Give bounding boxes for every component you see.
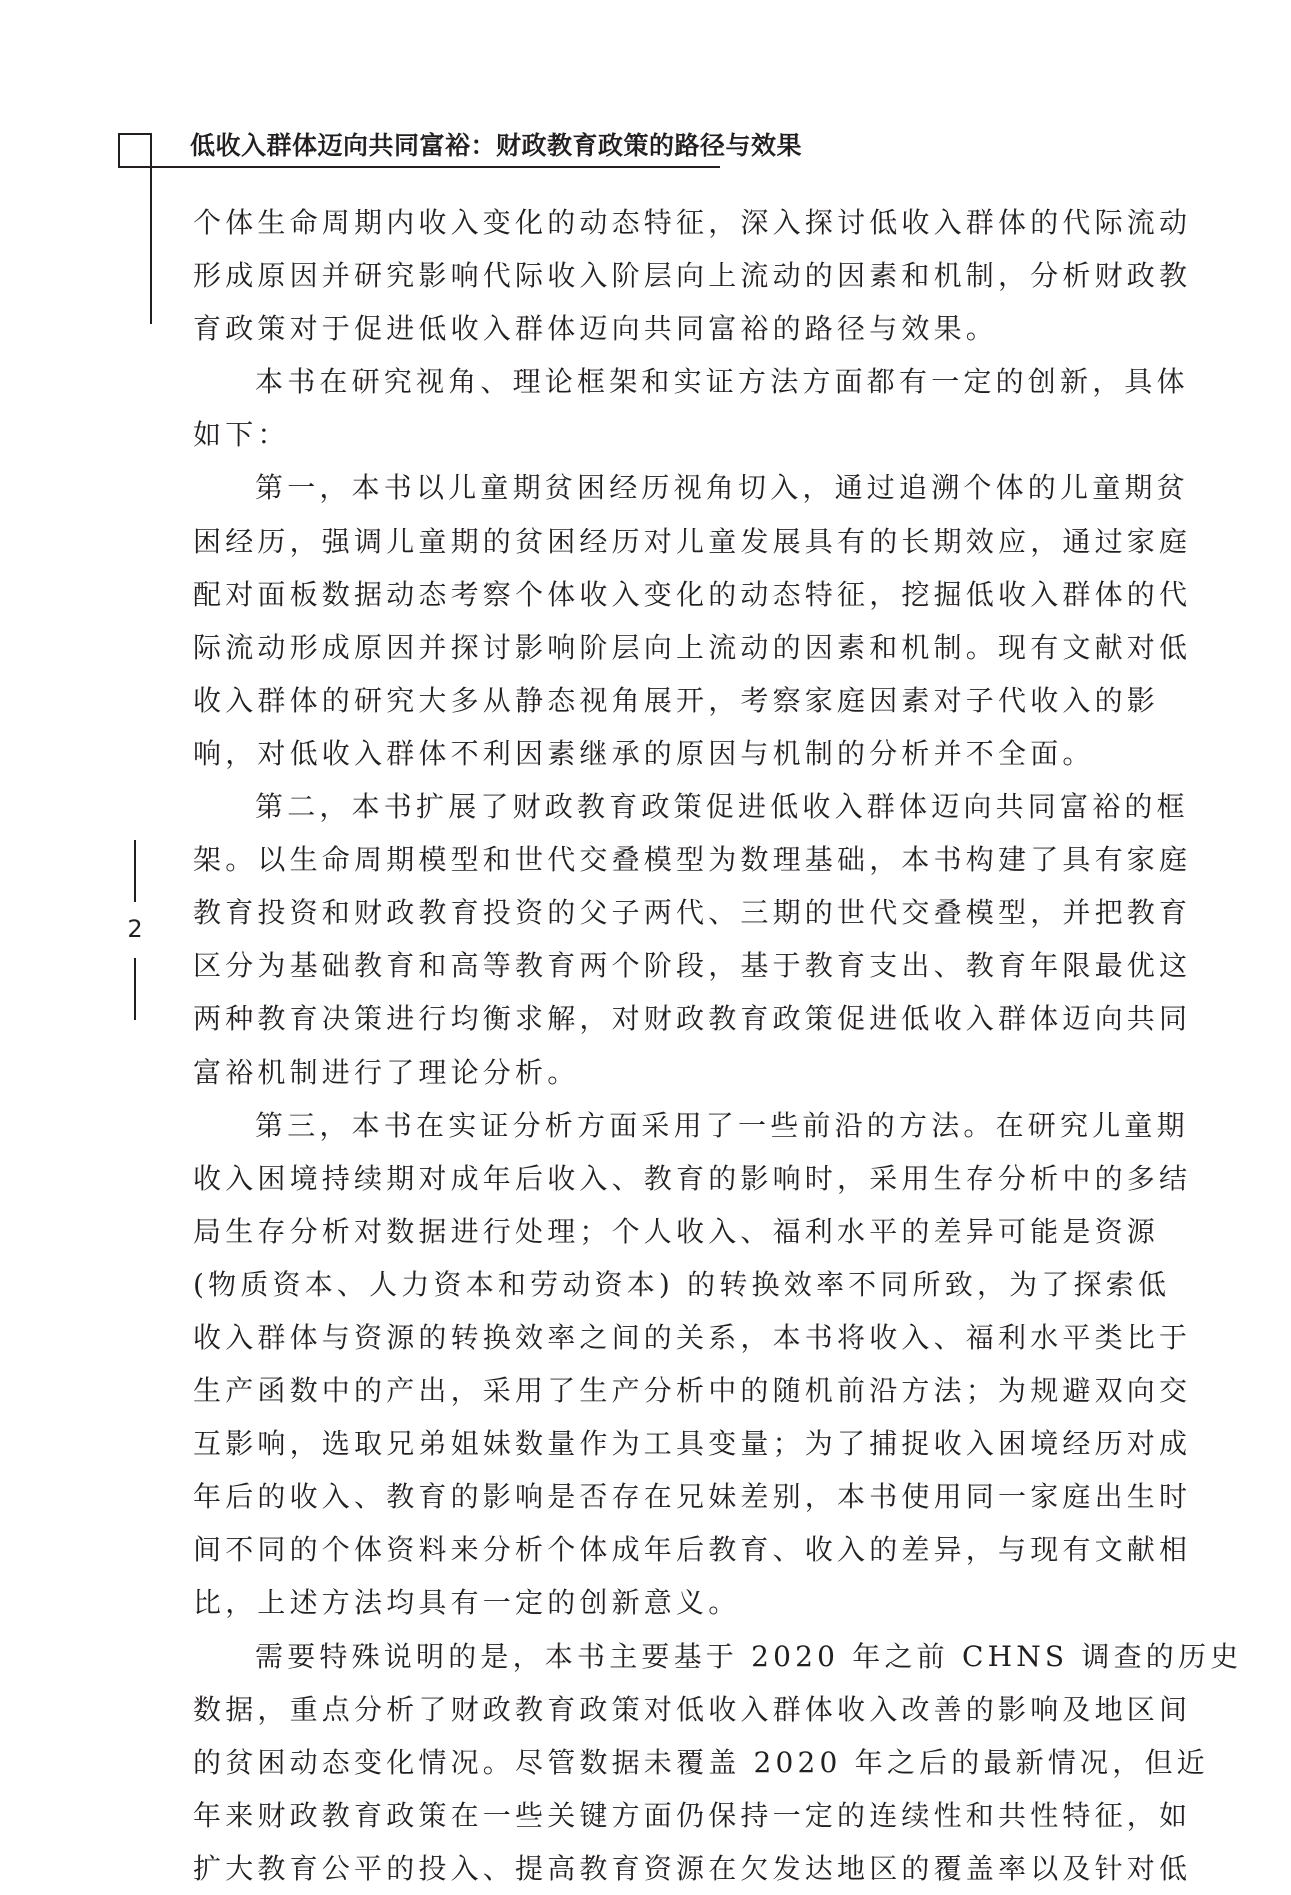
page-number-rule-top [134,840,136,902]
text-line: 第一，本书以儿童期贫困经历视角切入，通过追溯个体的儿童期贫 [255,471,1189,505]
text-line: 扩大教育公平的投入、提高教育资源在欠发达地区的覆盖率以及针对低 [193,1851,1192,1885]
text-line: 收入困境持续期对成年后收入、教育的影响时，采用生存分析中的多结 [193,1161,1192,1195]
text-line: 第二，本书扩展了财政教育政策促进低收入群体迈向共同富裕的框 [255,790,1189,824]
text-line: 本书在研究视角、理论框架和实证方法方面都有一定的创新，具体 [255,365,1189,399]
text-line: 数据，重点分析了财政教育政策对低收入群体收入改善的影响及地区间 [193,1692,1192,1726]
text-line: 育政策对于促进低收入群体迈向共同富裕的路径与效果。 [193,312,999,346]
text-line: 架。以生命周期模型和世代交叠模型为数理基础，本书构建了具有家庭 [193,843,1192,877]
text-line: 年来财政教育政策在一些关键方面仍保持一定的连续性和共性特征，如 [193,1798,1192,1832]
text-line: 形成原因并研究影响代际收入阶层向上流动的因素和机制，分析财政教 [193,259,1192,293]
text-line: 两种教育决策进行均衡求解，对财政教育政策促进低收入群体迈向共同 [193,1002,1192,1036]
text-line: 困经历，强调儿童期的贫困经历对儿童发展具有的长期效应，通过家庭 [193,524,1192,558]
text-line: 间不同的个体资料来分析个体成年后教育、收入的差异，与现有文献相 [193,1533,1192,1567]
text-line: 第三，本书在实证分析方面采用了一些前沿的方法。在研究儿童期 [255,1108,1189,1142]
text-line: 互影响，选取兄弟姐妹数量作为工具变量；为了捕捉收入困境经历对成 [193,1427,1192,1461]
text-line: 收入群体的研究大多从静态视角展开，考察家庭因素对子代收入的影 [193,683,1160,717]
text-line: 教育投资和财政教育投资的父子两代、三期的世代交叠模型，并把教育 [193,896,1192,930]
page-number-rule-bottom [134,958,136,1020]
text-line: 如下： [193,418,290,452]
text-line: 响，对低收入群体不利因素继承的原因与机制的分析并不全面。 [193,736,1095,770]
text-line: 需要特殊说明的是，本书主要基于 2020 年之前 CHNS 调查的历史 [255,1639,1243,1673]
text-line: 的贫困动态变化情况。尽管数据未覆盖 2020 年之后的最新情况，但近 [193,1745,1209,1779]
text-line: 生产函数中的产出，采用了生产分析中的随机前沿方法；为规避双向交 [193,1374,1192,1408]
text-line: 个体生命周期内收入变化的动态特征，深入探讨低收入群体的代际流动 [193,206,1192,239]
text-line: 区分为基础教育和高等教育两个阶段，基于教育支出、教育年限最优这 [193,949,1192,983]
text-line: (物质资本、人力资本和劳动资本) 的转换效率不同所致，为了探索低 [193,1267,1171,1301]
header-rule [118,166,720,168]
running-title: 低收入群体迈向共同富裕：财政教育政策的路径与效果 [190,131,803,160]
header-margin-rule [150,166,152,324]
text-line: 收入群体与资源的转换效率之间的关系，本书将收入、福利水平类比于 [193,1320,1192,1354]
header-corner-box [118,133,152,166]
page-number: 2 [127,915,143,943]
text-line: 富裕机制进行了理论分析。 [193,1055,580,1089]
text-line: 配对面板数据动态考察个体收入变化的动态特征，挖掘低收入群体的代 [193,577,1192,611]
text-line: 际流动形成原因并探讨影响阶层向上流动的因素和机制。现有文献对低 [193,630,1192,664]
text-line: 比，上述方法均具有一定的创新意义。 [193,1586,741,1620]
text-line: 年后的收入、教育的影响是否存在兄妹差别，本书使用同一家庭出生时 [193,1480,1192,1514]
body-text [193,196,1243,1895]
text-line: 局生存分析对数据进行处理；个人收入、福利水平的差异可能是资源 [193,1214,1160,1248]
